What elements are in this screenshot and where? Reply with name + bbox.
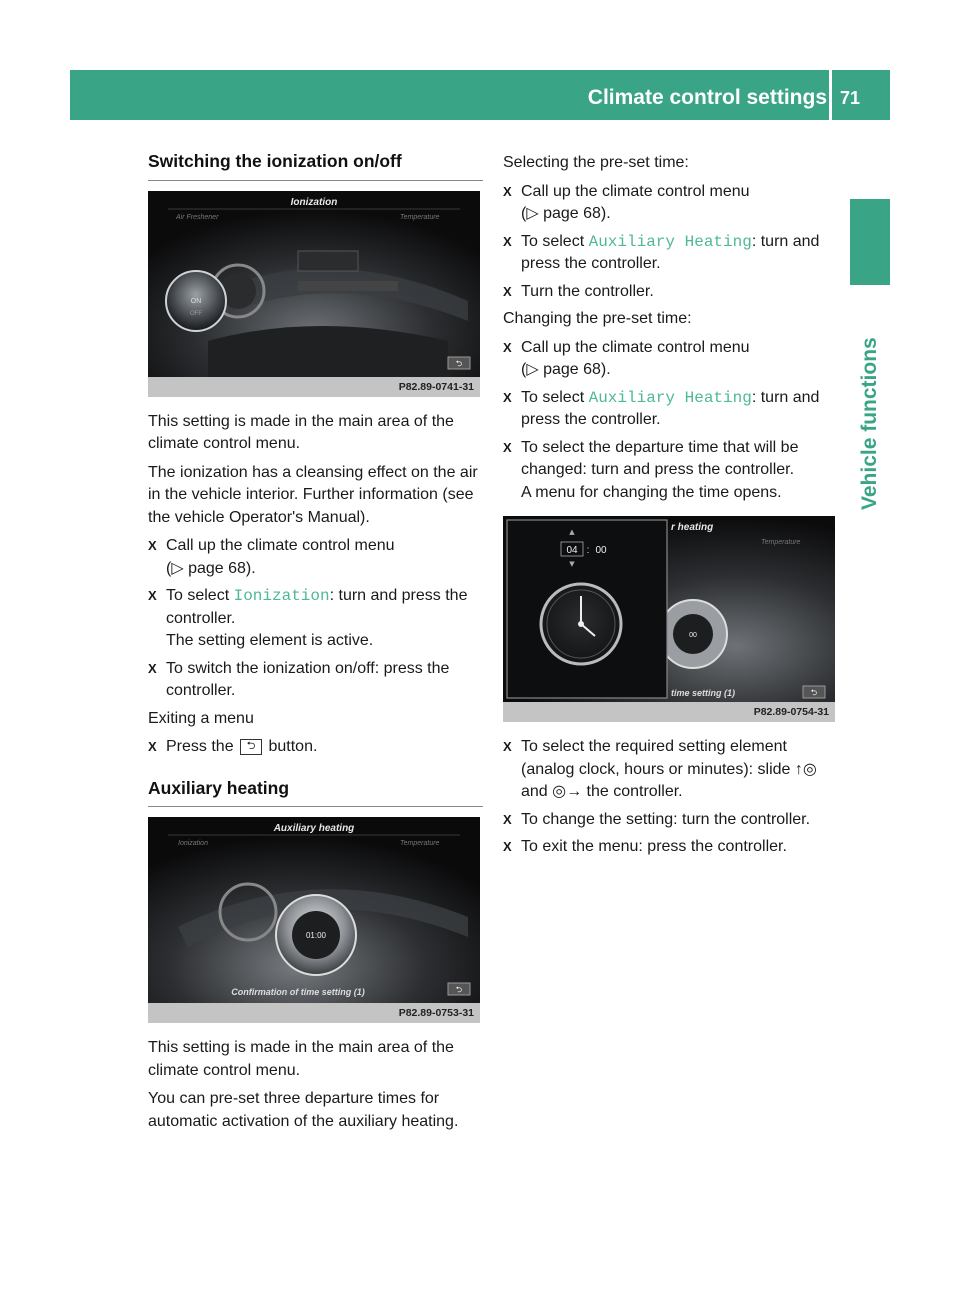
figure-time-setting xyxy=(503,516,835,722)
step-text: To select xyxy=(521,232,589,250)
aux-heating-screen-illustration xyxy=(148,817,480,1023)
fig1-right-label: Temperature xyxy=(400,213,440,221)
step-select-setting-element xyxy=(503,736,843,804)
svg-text:▲: ▲ xyxy=(569,528,575,536)
step-call-menu-r4 xyxy=(503,337,843,382)
arrow-icon: X xyxy=(503,339,512,355)
step-text: Press the xyxy=(166,738,239,755)
svg-text:⮌: ⮌ xyxy=(455,985,463,994)
fig3-hours: 04 xyxy=(566,545,578,556)
step-text: To exit the menu: press the controller. xyxy=(521,838,787,855)
header-title: Climate control settings xyxy=(587,86,827,109)
step-text: To select the departure time that will be changed: turn and press the controller. xyxy=(521,438,799,478)
step-select-aux-heating-r2 xyxy=(503,231,843,276)
step-change-setting xyxy=(503,809,843,832)
fig2-bottom-text: Confirmation of time setting (1) xyxy=(231,987,365,997)
step-text: : turn and press the controller. xyxy=(166,587,468,627)
step-text: : turn and press the controller. xyxy=(521,232,820,272)
fig3-minutes: 00 xyxy=(595,545,607,556)
arrow-icon: X xyxy=(503,839,512,854)
side-tab-block xyxy=(850,199,890,285)
menu-item-auxiliary-heating: Auxiliary Heating xyxy=(588,232,752,251)
svg-text:▼: ▼ xyxy=(569,560,575,568)
fig3-caption: P82.89-0754-31 xyxy=(503,702,835,722)
fig2-right-label: Temperature xyxy=(400,840,440,847)
fig1-title: Ionization xyxy=(290,196,338,208)
step-text: Call up the climate control menu xyxy=(521,338,750,356)
fig1-left-label: Air Freshener xyxy=(176,213,219,221)
step-switch-ionization xyxy=(148,658,483,703)
time-setting-screen-illustration xyxy=(503,516,835,722)
step-text: To select the required setting element (analog clock, hours or minutes): slide ↑◎ and ◎→ the controller. xyxy=(521,738,817,800)
side-tab-label: Vehicle functions xyxy=(858,337,881,510)
step-text: To change the setting: turn the controller. xyxy=(521,810,811,828)
step-exit-menu xyxy=(503,836,843,859)
fig2-left-label: Ionization xyxy=(178,840,208,847)
arrow-icon: X xyxy=(503,183,512,199)
page-number: 71 xyxy=(840,88,861,108)
fig3-bottom-text: time setting (1) xyxy=(671,688,736,698)
arrow-icon: X xyxy=(503,389,512,405)
step-text: button. xyxy=(264,738,318,755)
step-text: Call up the climate control menu xyxy=(521,182,750,200)
figure-ionization xyxy=(148,191,480,397)
step-page-ref: (▷ page 68). xyxy=(521,205,611,222)
step-note: The setting element is active. xyxy=(166,632,374,649)
figure-auxiliary-heating xyxy=(148,817,480,1023)
section-heading-ionization: Switching the ionization on/off xyxy=(148,150,483,181)
arrow-icon: X xyxy=(503,811,512,827)
paragraph-main-area-2: This setting is made in the main area of the climate control menu. xyxy=(148,1039,454,1079)
step-select-ionization xyxy=(148,585,483,653)
fig2-caption: P82.89-0753-31 xyxy=(148,1003,480,1023)
fig2-title: Auxiliary heating xyxy=(273,823,355,834)
step-press-back xyxy=(148,736,483,759)
exiting-menu-label: Exiting a menu xyxy=(148,709,254,727)
right-column xyxy=(503,152,843,864)
step-call-menu xyxy=(148,535,483,580)
ionization-screen-illustration xyxy=(148,191,480,397)
step-call-menu-r1 xyxy=(503,181,843,226)
step-text: : turn and press the controller. xyxy=(521,388,820,428)
svg-text:⮌: ⮌ xyxy=(810,688,818,697)
step-page-ref: (▷ page 68). xyxy=(521,361,611,378)
arrow-icon: X xyxy=(148,588,157,603)
arrow-icon: X xyxy=(148,660,157,676)
step-text: To switch the ionization on/off: press the controller. xyxy=(166,659,450,699)
step-select-aux-heating-r5 xyxy=(503,387,843,432)
step-select-departure-time xyxy=(503,437,843,505)
fig2-time: 01:00 xyxy=(305,931,327,940)
paragraph-departure-times: You can pre-set three departure times for automatic activation of the auxiliary heating. xyxy=(148,1090,459,1130)
arrow-icon: X xyxy=(503,739,512,754)
fig3-clock-time: 00 xyxy=(689,632,697,639)
step-text: To select xyxy=(521,388,589,406)
paragraph-ionization-effect: The ionization has a cleansing effect on the air in the vehicle interior. Further information (see the vehicle Operator's Manual). xyxy=(148,463,478,526)
fig1-off-label: OFF xyxy=(190,310,202,317)
left-column xyxy=(148,150,483,1139)
fig1-on-label: ON xyxy=(190,297,202,305)
selecting-preset-label: Selecting the pre-set time: xyxy=(503,154,689,171)
arrow-icon: X xyxy=(503,233,512,249)
fig3-time-sep: : xyxy=(586,545,590,556)
arrow-icon: X xyxy=(148,739,157,754)
section-heading-aux-heating: Auxiliary heating xyxy=(148,777,483,808)
arrow-icon: X xyxy=(503,283,512,299)
header-bar xyxy=(70,70,890,120)
fig3-title: r heating xyxy=(671,522,714,533)
fig3-right-label: Temperature xyxy=(761,539,801,546)
step-page-ref: (▷ page 68). xyxy=(166,559,256,577)
arrow-icon: X xyxy=(503,439,512,455)
fig1-caption: P82.89-0741-31 xyxy=(148,377,480,397)
step-note: A menu for changing the time opens. xyxy=(521,483,782,501)
header-separator xyxy=(829,70,832,120)
step-text: Call up the climate control menu xyxy=(166,537,395,554)
back-button-icon: ⮌ xyxy=(240,739,262,755)
step-text: To select xyxy=(166,587,234,604)
menu-item-ionization: Ionization xyxy=(233,587,330,605)
changing-preset-label: Changing the pre-set time: xyxy=(503,310,692,327)
paragraph-main-area-1: This setting is made in the main area of the climate control menu. xyxy=(148,412,454,452)
step-text: Turn the controller. xyxy=(521,282,654,300)
menu-item-auxiliary-heating: Auxiliary Heating xyxy=(588,388,752,407)
arrow-icon: X xyxy=(148,538,157,553)
svg-text:⮌: ⮌ xyxy=(455,358,463,368)
step-turn-controller xyxy=(503,281,843,304)
